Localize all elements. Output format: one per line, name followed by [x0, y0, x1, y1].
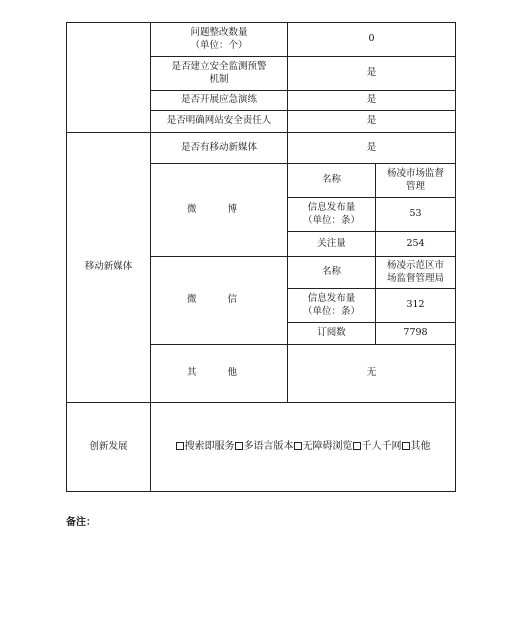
weibo-followers-label: 关注量 — [288, 232, 376, 257]
innovation-option-label: 其他 — [410, 441, 431, 453]
problem-count-value: 0 — [288, 23, 456, 57]
problem-count-label — [151, 23, 288, 57]
wechat-name-text: 杨凌示范区市 场监督管理局 — [387, 259, 445, 284]
has-media-label: 是否有移动新媒体 — [151, 133, 288, 164]
weibo-label: 微 博 — [151, 164, 288, 257]
wechat-name-label: 名称 — [288, 257, 376, 289]
checkbox-icon[interactable] — [353, 442, 361, 450]
monitor-value: 是 — [288, 57, 456, 91]
drill-value: 是 — [288, 91, 456, 111]
innovation-option-label: 多语言版本 — [243, 441, 294, 453]
mobile-media-label: 移动新媒体 — [67, 133, 151, 403]
has-media-value: 是 — [288, 133, 456, 164]
row-has-media — [67, 133, 456, 164]
other-value: 无 — [288, 345, 456, 403]
weibo-name-text: 杨凌市场监督 管理 — [387, 167, 445, 192]
innovation-option[interactable] — [176, 440, 235, 454]
weibo-posts-value: 53 — [376, 198, 456, 232]
weibo-posts-label — [288, 198, 376, 232]
innovation-option[interactable] — [235, 440, 294, 454]
innovation-label: 创新发展 — [67, 403, 151, 492]
checkbox-icon[interactable] — [176, 442, 184, 450]
responsible-label: 是否明确网站安全责任人 — [151, 111, 288, 133]
wechat-posts-label — [288, 289, 376, 323]
wechat-name-value — [376, 257, 456, 289]
responsible-value: 是 — [288, 111, 456, 133]
innovation-option[interactable] — [402, 440, 431, 454]
innovation-option[interactable] — [353, 440, 402, 454]
problem-count-label-text: 问题整改数量 （单位：个） — [190, 26, 248, 51]
weibo-name-label: 名称 — [288, 164, 376, 198]
drill-label: 是否开展应急演练 — [151, 91, 288, 111]
innovation-option-label: 千人千网 — [361, 441, 402, 453]
row-problem-count — [67, 23, 456, 57]
innovation-option[interactable] — [294, 440, 353, 454]
section-blank-cell — [67, 23, 151, 133]
report-table — [66, 22, 456, 492]
weibo-followers-value: 254 — [376, 232, 456, 257]
monitor-label — [151, 57, 288, 91]
innovation-option-label: 无障碍浏览 — [302, 441, 353, 453]
wechat-subscribers-label: 订阅数 — [288, 323, 376, 345]
wechat-subscribers-value: 7798 — [376, 323, 456, 345]
row-innovation — [67, 403, 456, 492]
wechat-posts-label-text: 信息发布量 （单位：条） — [302, 292, 360, 317]
innovation-options — [151, 403, 456, 492]
other-label: 其 他 — [151, 345, 288, 403]
checkbox-icon[interactable] — [235, 442, 243, 450]
remark-label: 备注： — [66, 517, 96, 528]
wechat-posts-value: 312 — [376, 289, 456, 323]
checkbox-icon[interactable] — [402, 442, 410, 450]
weibo-posts-label-text: 信息发布量 （单位：条） — [302, 201, 360, 226]
checkbox-icon[interactable] — [294, 442, 302, 450]
monitor-label-text: 是否建立安全监测预警 机制 — [171, 60, 267, 85]
weibo-name-value — [376, 164, 456, 198]
innovation-option-label: 搜索即服务 — [184, 441, 235, 453]
wechat-label: 微 信 — [151, 257, 288, 345]
